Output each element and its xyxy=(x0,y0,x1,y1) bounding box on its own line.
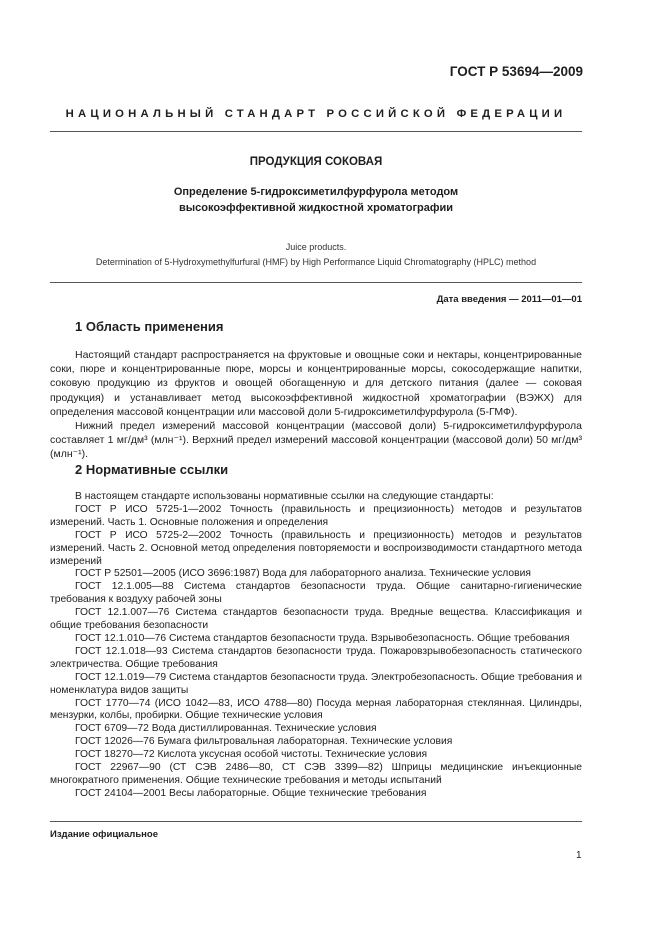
reference-item: ГОСТ 6709—72 Вода дистиллированная. Технические условия xyxy=(75,723,377,735)
reference-item: ГОСТ 12.1.018—93 Система стандартов безопасности труда. Пожаровзрывобезопасность статического электричества. Общие требования xyxy=(50,645,582,670)
reference-item: ГОСТ 12.1.010—76 Система стандартов безопасности труда. Взрывобезопасность. Общие требования xyxy=(75,632,570,644)
english-title-line-2: Determination of 5-Hydroxymethylfurfural (HMF) by High Performance Liquid Chromatography (HPLC) method xyxy=(95,257,537,267)
official-edition-label: Издание официальное xyxy=(50,829,158,840)
reference-item: ГОСТ 18270—72 Кислота уксусная особой чистоты. Технические условия xyxy=(75,749,428,761)
reference-item: ГОСТ Р ИСО 5725-2—2002 Точность (правильность и прецизионность) методов и результатов измерений. Часть 2. Основной метод определения повторяемости и воспроизводимости стандартного метода измерений xyxy=(50,529,582,567)
document-subtitle xyxy=(50,184,582,216)
reference-item: ГОСТ 24104—2001 Весы лабораторные. Общие технические требования xyxy=(75,787,427,799)
header-divider xyxy=(50,131,582,132)
reference-item: ГОСТ 12.1.005—88 Система стандартов безопасности труда. Общие санитарно-гигиенические требования к воздуху рабочей зоны xyxy=(50,581,582,606)
reference-item: ГОСТ 12.1.019—79 Система стандартов безопасности труда. Электробезопасность. Общие требования и номенклатура видов защиты xyxy=(50,671,582,696)
section-2-heading: 2 Нормативные ссылки xyxy=(75,462,229,477)
document-title: ПРОДУКЦИЯ СОКОВАЯ xyxy=(249,156,383,168)
reference-item: ГОСТ Р ИСО 5725-1—2002 Точность (правильность и прецизионность) методов и результатов измерений. Часть 1. Основные положения и определения xyxy=(50,503,582,528)
subtitle-line-2: высокоэффективной жидкостной хроматографии xyxy=(178,202,454,214)
reference-item: ГОСТ 12.1.007—76 Система стандартов безопасности труда. Вредные вещества. Классификация и общие требования безопасности xyxy=(50,607,582,632)
english-title xyxy=(50,240,582,270)
footer-divider xyxy=(50,821,582,822)
section-1-heading: 1 Область применения xyxy=(75,319,224,334)
standard-number: ГОСТ Р 53694—2009 xyxy=(449,64,583,79)
scope-paragraph-2: Нижний предел измерений массовой концентрации (массовой доли) 5-гидроксиметилфурфурола составляет 1 мг/дм³ (млн⁻¹). Верхний предел измерений массовой концентрации (массовой доли) 50 мг/дм³ (млн⁻¹). xyxy=(50,420,582,461)
section-1-body xyxy=(50,348,582,462)
reference-item: ГОСТ 12026—76 Бумага фильтровальная лабораторная. Технические условия xyxy=(75,736,453,748)
introduction-date: Дата введения — 2011—01—01 xyxy=(436,294,582,305)
references-intro: В настоящем стандарте использованы нормативные ссылки на следующие стандарты: xyxy=(75,491,494,502)
normative-references-list xyxy=(50,491,582,801)
page-number: 1 xyxy=(576,850,582,861)
national-standard-banner: НАЦИОНАЛЬНЫЙ СТАНДАРТ РОССИЙСКОЙ ФЕДЕРАЦИИ xyxy=(65,108,567,120)
english-title-line-1: Juice products. xyxy=(285,242,347,252)
reference-item: ГОСТ 1770—74 (ИСО 1042—83, ИСО 4788—80) Посуда мерная лабораторная стеклянная. Цилиндры, мензурки, колбы, пробирки. Общие технические условия xyxy=(50,697,582,722)
reference-item: ГОСТ 22967—90 (СТ СЭВ 2486—80, СТ СЭВ 3399—82) Шприцы медицинские инъекционные многократного применения. Общие технические требования и методы испытаний xyxy=(50,762,582,786)
reference-item: ГОСТ Р 52501—2005 (ИСО 3696:1987) Вода для лабораторного анализа. Технические условия xyxy=(75,568,531,580)
subtitle-line-1: Определение 5-гидроксиметилфурфурола методом xyxy=(173,186,459,198)
scope-paragraph-1: Настоящий стандарт распространяется на фруктовые и овощные соки и нектары, концентрированные соки, пюре и концентрированные пюре, морсы и концентрированные морсы, сокосодержащие напитки, соковую продукцию из фруктов и овощей обогащенную и для детского питания (далее — соковая продукция) и устанавливает метод высокоэффективной жидкостной хроматографии (ВЭЖХ) для определения массовой концентрации или массовой доли 5-гидроксиметилфурфурола (5-ГМФ). xyxy=(50,349,582,418)
title-divider xyxy=(50,282,582,283)
